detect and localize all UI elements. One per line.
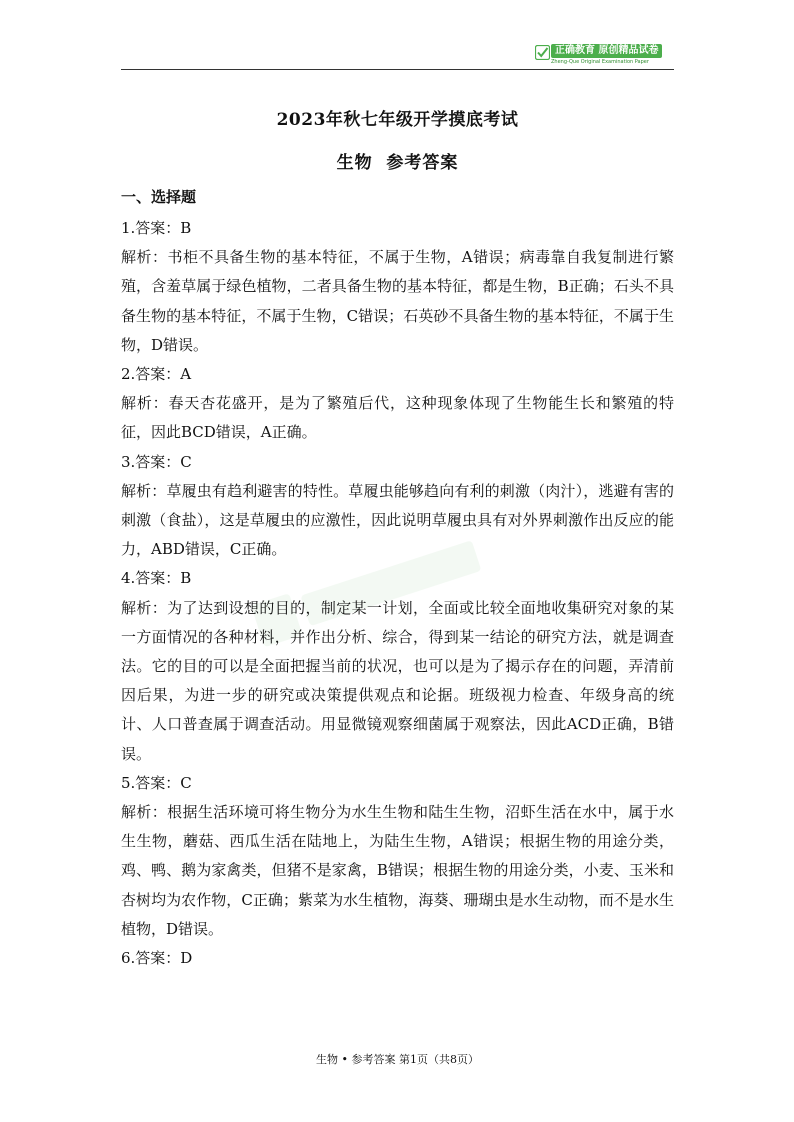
- logo-subtitle: Zheng-Que Original Examination Paper: [551, 59, 649, 65]
- page-footer: 生物 • 参考答案 第1页（共8页）: [316, 1053, 479, 1066]
- publisher-logo: [535, 44, 673, 66]
- answer-line: 4.答案：B: [121, 569, 192, 588]
- checkmark-icon: [535, 45, 550, 60]
- answer-line: 6.答案：D: [121, 949, 193, 968]
- answer-list: [121, 214, 674, 973]
- page-title: 2023年秋七年级开学摸底考试: [276, 110, 519, 130]
- explanation-text: 解析：书柜不具备生物的基本特征，不属于生物，A错误；病毒靠自我复制进行繁殖，含羞草属于绿色植物，二者具备生物的基本特征，都是生物，B正确；石头不具备生物的基本特征，不属于生物，C错误；石英砂不具备生物的基本特征，不属于生物，D错误。: [121, 248, 674, 354]
- logo-text: 正确教育 原创精品试卷: [551, 44, 662, 58]
- header-rule: [121, 69, 674, 70]
- page-subtitle: 生物 参考答案: [336, 153, 459, 173]
- answer-line: 2.答案：A: [121, 365, 192, 384]
- section-heading: 一、选择题: [121, 188, 197, 206]
- answer-line: 1.答案：B: [121, 219, 192, 237]
- explanation-text: 解析：为了达到设想的目的，制定某一计划，全面或比较全面地收集研究对象的某一方面情况的各种材料，并作出分析、综合，得到某一结论的研究方法，就是调查法。它的目的可以是全面把握当前的状况，也可以是为了揭示存在的问题，弄清前因后果，为进一步的研究或决策提供观点和论据。班级视力检查、年级身高的统计、人口普查属于调查活动。用显微镜观察细菌属于观察法，因此ACD正确，B错误。: [121, 598, 674, 763]
- explanation-text: 解析：草履虫有趋利避害的特性。草履虫能够趋向有利的刺激（肉汁），逃避有害的刺激（食盐），这是草履虫的应激性，因此说明草履虫具有对外界刺激作出反应的能力，ABD错误，C正确。: [121, 481, 674, 559]
- explanation-text: 解析：根据生活环境可将生物分为水生生物和陆生生物，沼虾生活在水中，属于水生生物，蘑菇、西瓜生活在陆地上，为陆生生物，A错误；根据生物的用途分类，鸡、鸭、鹅为家禽类，但猪不是家禽，B错误；根据生物的用途分类，小麦、玉米和杏树均为农作物，C正确；紫菜为水生植物，海葵、珊瑚虫是水生动物，而不是水生植物，D错误。: [121, 803, 674, 938]
- answer-line: 3.答案：C: [121, 452, 192, 471]
- explanation-text: 解析：春天杏花盛开，是为了繁殖后代，这种现象体现了生物能生长和繁殖的特征，因此BCD错误，A正确。: [121, 394, 674, 442]
- answer-line: 5.答案：C: [121, 773, 192, 792]
